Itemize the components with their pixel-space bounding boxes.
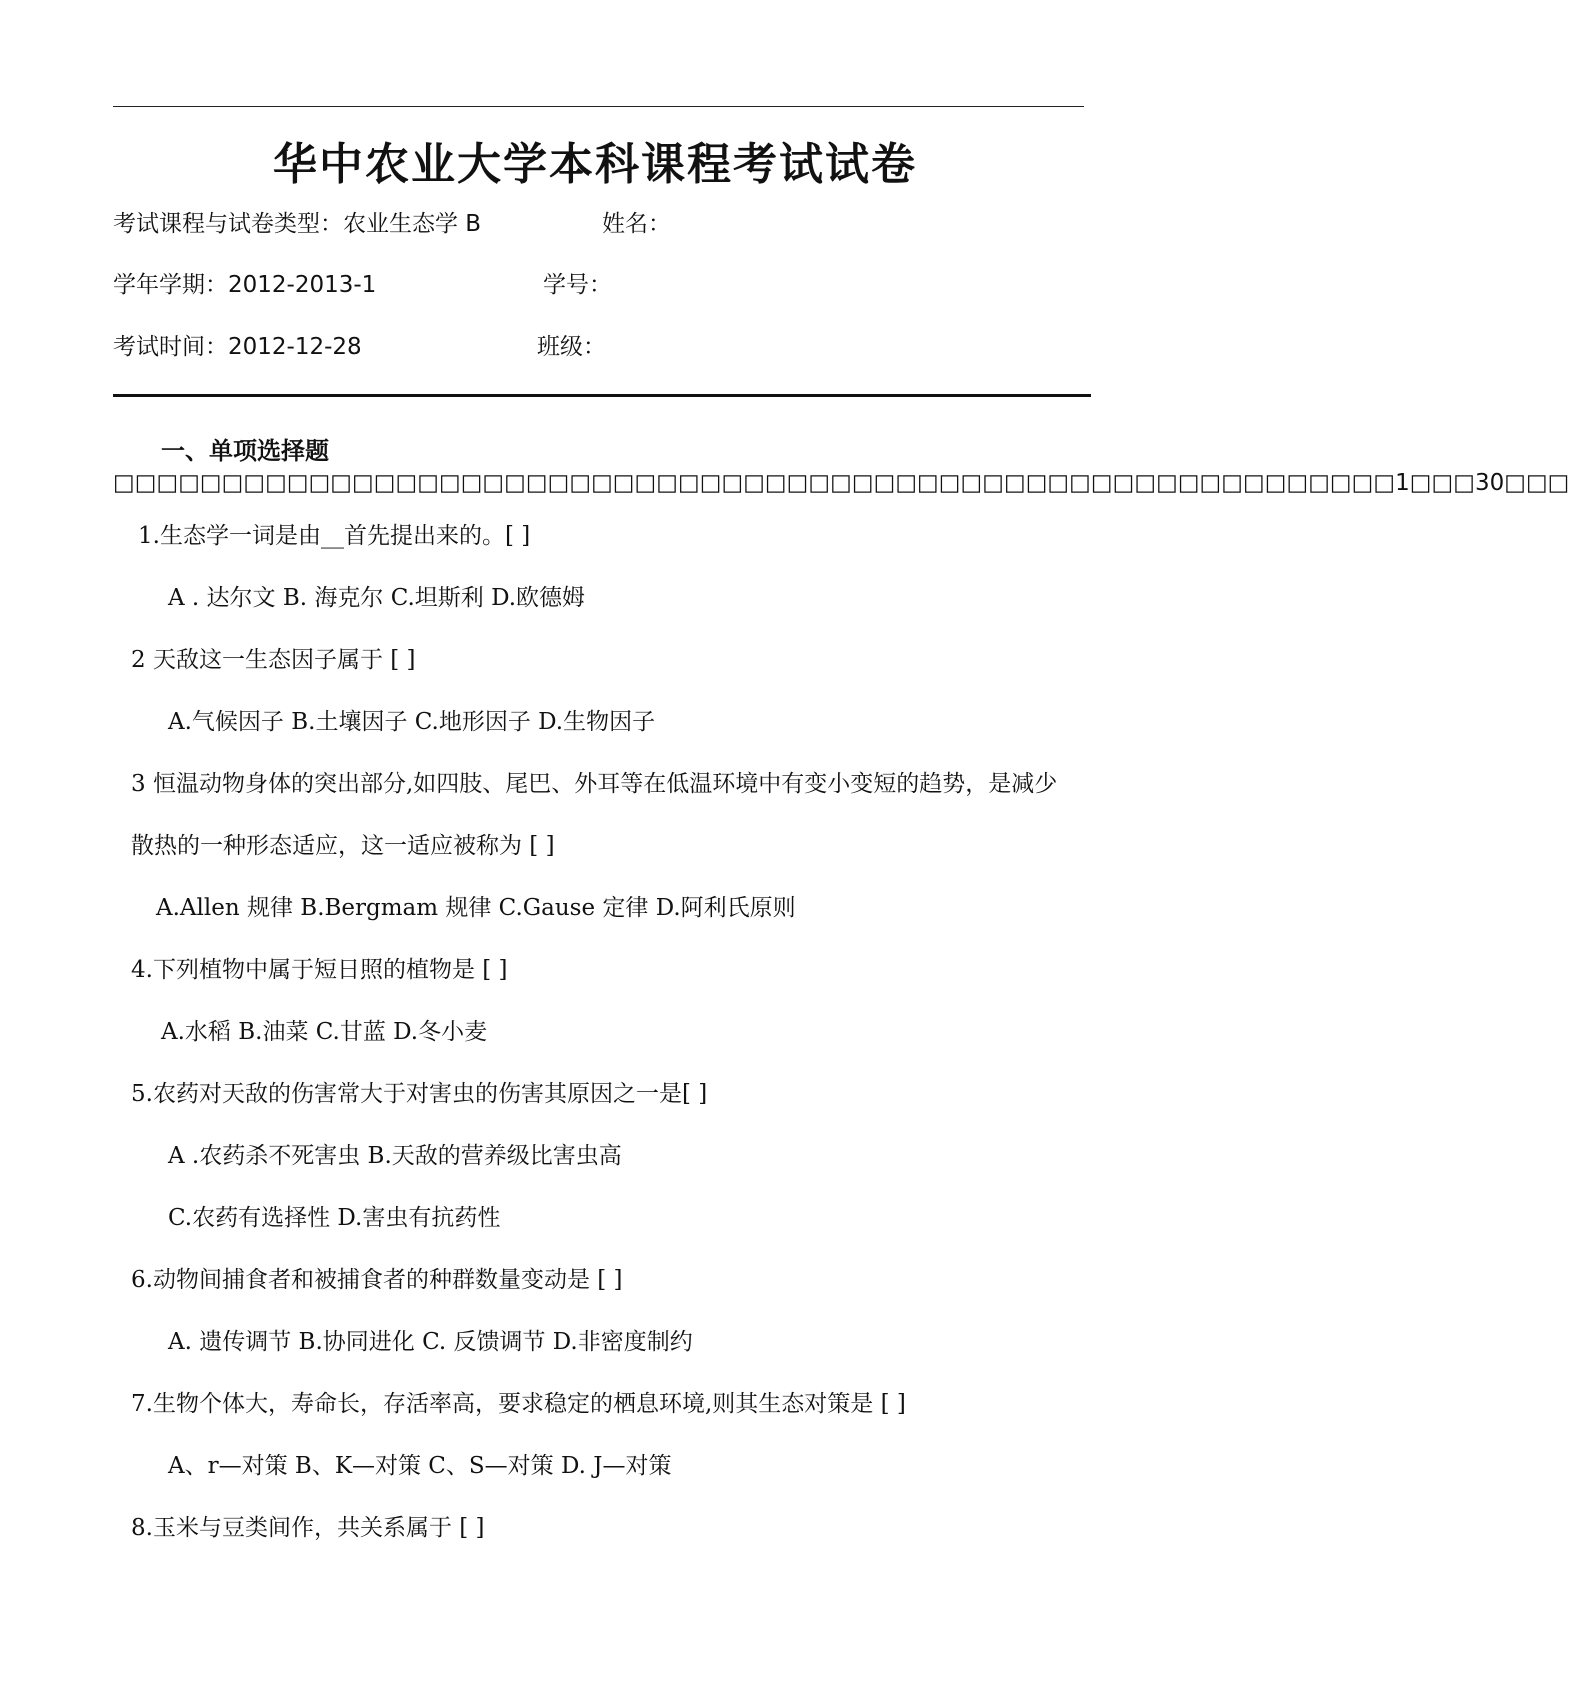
question-2-options: A.气候因子 B.土壤因子 C.地形因子 D.生物因子 xyxy=(168,709,656,735)
question-6: 6.动物间捕食者和被捕食者的种群数量变动是 [ ] xyxy=(131,1267,623,1293)
page-title: 华中农业大学本科课程考试试卷 xyxy=(273,139,917,190)
question-4: 4.下列植物中属于短日照的植物是 [ ] xyxy=(131,957,508,983)
question-3-options: A.Allen 规律 B.Bergmam 规律 C.Gause 定律 D.阿利氏原则 xyxy=(156,895,796,921)
question-5-options-b: C.农药有选择性 D.害虫有抗药性 xyxy=(168,1205,501,1231)
name-field-label: 姓名： xyxy=(602,211,671,237)
question-5: 5.农药对天敌的伤害常大于对害虫的伤害其原因之一是[ ] xyxy=(131,1081,708,1107)
question-7: 7.生物个体大，寿命长，存活率高，要求稳定的栖息环境,则其生态对策是 [ ] xyxy=(131,1391,906,1417)
section-instructions: □□□□□□□□□□□□□□□□□□□□□□□□□□□□□□□□□□□□□□□□□□□□□□□□□□□□□□□□□□□1□□□30□□□ xyxy=(113,470,1569,496)
question-3-cont: 散热的一种形态适应，这一适应被称为 [ ] xyxy=(131,833,555,859)
term-label: 学年学期：2012-2013-1 xyxy=(113,272,377,298)
question-5-options-a: A .农药杀不死害虫 B.天敌的营养级比害虫高 xyxy=(168,1143,622,1169)
question-2: 2 天敌这一生态因子属于 [ ] xyxy=(131,647,416,673)
header-divider xyxy=(113,394,1091,397)
question-4-options: A.水稻 B.油菜 C.甘蓝 D.冬小麦 xyxy=(161,1019,488,1045)
section-intro xyxy=(113,436,1569,499)
question-1: 1.生态学一词是由__首先提出来的。[ ] xyxy=(138,523,531,549)
question-3: 3 恒温动物身体的突出部分,如四肢、尾巴、外耳等在低温环境中有变小变短的趋势，是减少 xyxy=(131,771,1058,797)
course-type-label: 考试课程与试卷类型：农业生态学 B xyxy=(113,211,482,237)
question-8: 8.玉米与豆类间作，共关系属于 [ ] xyxy=(131,1515,485,1541)
student-id-label: 学号： xyxy=(543,272,612,298)
question-6-options: A. 遗传调节 B.协同进化 C. 反馈调节 D.非密度制约 xyxy=(168,1329,693,1355)
section-heading: 一、单项选择题 xyxy=(161,437,329,465)
top-rule xyxy=(113,106,1084,107)
question-7-options: A、r—对策 B、K—对策 C、S—对策 D. J—对策 xyxy=(168,1453,672,1479)
question-1-options: A . 达尔文 B. 海克尔 C.坦斯利 D.欧德姆 xyxy=(168,585,586,611)
exam-time-label: 考试时间：2012-12-28 xyxy=(113,334,362,360)
class-label: 班级： xyxy=(537,334,606,360)
